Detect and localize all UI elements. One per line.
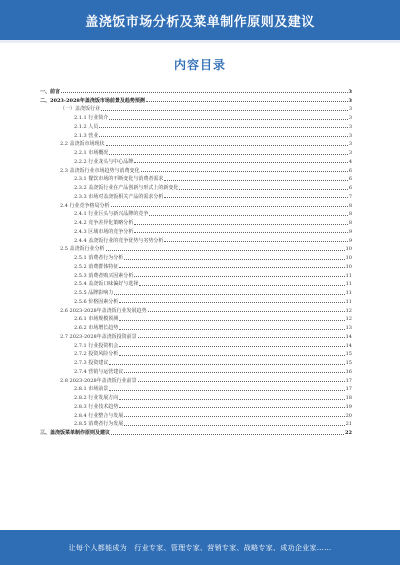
toc-entry-page: 9 xyxy=(348,228,352,235)
toc-entry-label: 二、2023-2028年盖浇饭市场前景及趋势预测 xyxy=(40,97,145,104)
toc-leader-dots xyxy=(119,302,344,303)
toc-leader-dots xyxy=(109,154,348,155)
toc-entry-label: 2.1.1 行业简介 xyxy=(74,115,109,121)
page-header-banner xyxy=(0,0,400,40)
toc-entry-page: 21 xyxy=(345,421,352,428)
toc-entry[interactable] xyxy=(40,331,352,340)
toc-entry-page: 10 xyxy=(345,246,352,253)
toc-entry[interactable] xyxy=(40,252,352,261)
toc-entry-page: 3 xyxy=(348,132,352,139)
toc-leader-dots xyxy=(109,364,344,365)
toc-entry-page: 10 xyxy=(345,263,352,270)
toc-entry-page: 11 xyxy=(345,281,352,288)
toc-leader-dots xyxy=(119,267,344,268)
toc-entry-page: 12 xyxy=(345,316,352,323)
toc-entry[interactable] xyxy=(40,427,352,436)
toc-leader-dots xyxy=(164,180,347,181)
footer-slogan: 让每个人都能成为 行业专家、管理专家、营销专家、战略专家、成功企业家…… xyxy=(68,543,332,552)
toc-entry-label: 2.2.1 市场概况 xyxy=(74,150,109,156)
toc-entry-label: 2.2.2 行业龙头与中心品牌 xyxy=(74,158,134,165)
toc-leader-dots xyxy=(101,110,348,111)
toc-leader-dots xyxy=(119,329,344,330)
toc-entry-label: 2.5.3 消费者购买因素分析 xyxy=(74,272,134,279)
toc-entry-page: 4 xyxy=(348,158,352,165)
toc-entry-page: 17 xyxy=(345,386,352,393)
toc-leader-dots xyxy=(119,407,344,408)
toc-leader-dots xyxy=(61,92,348,93)
toc-entry[interactable] xyxy=(40,375,352,384)
toc-entry[interactable] xyxy=(40,209,352,218)
toc-entry[interactable] xyxy=(40,357,352,366)
toc-entry-label: 2.5.5 品牌影响力 xyxy=(74,290,114,296)
toc-leader-dots xyxy=(99,127,348,128)
toc-leader-dots xyxy=(134,232,347,233)
toc-leader-dots xyxy=(106,145,348,146)
toc-entry-label: 2.5.6 价格因素分析 xyxy=(74,298,119,305)
toc-entry[interactable] xyxy=(40,156,352,165)
toc-entry-label: 2.6.2 市场增长趋势 xyxy=(74,325,119,331)
toc-entry-label: 2.4.3 区域市场的竞争分析 xyxy=(74,228,134,235)
toc-entry[interactable] xyxy=(40,130,352,139)
toc-entry-label: 2.4.4 盖浇饭行业的竞争优势与劣势分析 xyxy=(74,237,164,244)
toc-leader-dots xyxy=(111,206,348,207)
toc-entry-page: 10 xyxy=(345,255,352,261)
toc-entry-page: 11 xyxy=(345,272,352,279)
toc-entry-label: 2.5.4 盖浇饭口味偏好与选择 xyxy=(74,281,139,288)
toc-leader-dots xyxy=(146,101,348,102)
toc-entry[interactable] xyxy=(40,419,352,428)
toc-entry[interactable] xyxy=(40,147,352,156)
toc-leader-dots xyxy=(119,346,344,347)
toc-leader-dots xyxy=(139,285,344,286)
toc-leader-dots xyxy=(148,311,345,312)
toc-entry-label: 2.7.2 投资风险分析 xyxy=(74,351,119,358)
table-of-contents xyxy=(40,86,352,436)
toc-entry-label: 2.7.4 营销与运营建议 xyxy=(74,368,124,375)
toc-entry[interactable] xyxy=(40,200,352,209)
toc-entry-page: 3 xyxy=(348,150,352,156)
toc-entry[interactable] xyxy=(40,349,352,358)
toc-entry[interactable] xyxy=(40,235,352,244)
toc-entry[interactable] xyxy=(40,104,352,113)
toc-entry[interactable] xyxy=(40,191,352,200)
toc-entry-page: 11 xyxy=(345,298,352,305)
toc-entry-page: 9 xyxy=(348,237,352,244)
toc-leader-dots xyxy=(179,189,347,190)
toc-entry[interactable] xyxy=(40,384,352,393)
toc-leader-dots xyxy=(119,320,344,321)
toc-entry[interactable] xyxy=(40,340,352,349)
toc-entry-page: 15 xyxy=(345,360,352,366)
toc-entry-label: 2.3 盖浇饭行业市场趋势与消费变化 xyxy=(60,167,140,174)
toc-entry-page: 11 xyxy=(345,290,352,296)
toc-entry-label: 2.8.1 市场前景 xyxy=(74,386,109,393)
toc-entry[interactable] xyxy=(40,112,352,121)
toc-entry-page: 13 xyxy=(345,325,352,331)
toc-entry[interactable] xyxy=(40,366,352,375)
header-divider xyxy=(0,40,400,43)
toc-entry-label: 2.2 盖浇饭市场现状 xyxy=(60,141,105,148)
toc-entry[interactable] xyxy=(40,305,352,314)
toc-entry-page: 6 xyxy=(348,185,352,191)
toc-entry[interactable] xyxy=(40,95,352,104)
toc-entry-label: 2.8.3 行业技术趋势 xyxy=(74,403,119,410)
toc-entry[interactable] xyxy=(40,244,352,253)
toc-entry-page: 3 xyxy=(348,88,352,95)
toc-entry[interactable] xyxy=(40,139,352,148)
toc-entry-label: 2.4 行业竞争格局分析 xyxy=(60,202,110,209)
page-footer-banner xyxy=(0,530,400,565)
toc-leader-dots xyxy=(134,276,344,277)
toc-leader-dots xyxy=(99,136,348,137)
toc-entry-page: 3 xyxy=(348,123,352,130)
toc-leader-dots xyxy=(124,372,344,373)
toc-entry-page: 15 xyxy=(345,351,352,358)
toc-entry-page: 3 xyxy=(348,115,352,121)
toc-entry-label: 2.1.2 人员 xyxy=(74,123,99,130)
toc-entry-label: 三、盖浇饭菜单制作原则及建议 xyxy=(40,430,111,436)
toc-entry[interactable] xyxy=(40,410,352,419)
toc-entry[interactable] xyxy=(40,121,352,130)
toc-entry[interactable] xyxy=(40,226,352,235)
toc-entry[interactable] xyxy=(40,314,352,323)
toc-entry-label: 2.8.4 行业整合与发展 xyxy=(74,412,124,419)
toc-entry-page: 16 xyxy=(345,368,352,375)
toc-entry-label: 一、前言 xyxy=(40,88,61,95)
toc-entry-page: 17 xyxy=(345,377,352,384)
toc-entry-page: 8 xyxy=(348,211,352,218)
toc-entry[interactable] xyxy=(40,392,352,401)
toc-leader-dots xyxy=(134,224,347,225)
toc-leader-dots xyxy=(109,390,344,391)
toc-entry-label: 2.4.2 竞争差异化策略分析 xyxy=(74,220,134,226)
toc-entry[interactable] xyxy=(40,261,352,270)
toc-entry-label: 2.8.2 行业发展方向 xyxy=(74,395,119,401)
toc-entry-page: 3 xyxy=(348,97,352,104)
toc-leader-dots xyxy=(124,416,344,417)
toc-heading: 内容目录 xyxy=(173,58,226,72)
toc-entry-page: 6 xyxy=(348,167,352,174)
toc-entry-label: 2.3.3 市场对盖浇饭相关产品的需求分析 xyxy=(74,193,164,200)
toc-entry-page: 22 xyxy=(345,430,352,436)
toc-entry-page: 8 xyxy=(348,220,352,226)
toc-entry-label: 2.4.1 行业巨头与新兴品牌的竞争 xyxy=(74,211,149,218)
toc-entry[interactable] xyxy=(40,165,352,174)
toc-entry-label: 2.8.5 消费者行为发展 xyxy=(74,421,124,428)
toc-entry-label: 2.6.1 市场规模预测 xyxy=(74,316,119,323)
toc-leader-dots xyxy=(124,425,344,426)
toc-leader-dots xyxy=(134,162,347,163)
toc-entry-page: 18 xyxy=(345,395,352,401)
toc-leader-dots xyxy=(124,259,344,260)
toc-leader-dots xyxy=(109,119,348,120)
toc-entry[interactable] xyxy=(40,217,352,226)
toc-leader-dots xyxy=(164,197,347,198)
toc-leader-dots xyxy=(141,171,348,172)
toc-entry-label: 2.8 2023-2028年盖浇饭行业前景 xyxy=(60,377,137,384)
toc-entry[interactable] xyxy=(40,86,352,95)
toc-leader-dots xyxy=(111,434,344,435)
toc-entry-label: 2.3.2 盖浇饭行业在产品创新与形式上的新变化 xyxy=(74,185,179,191)
toc-entry[interactable] xyxy=(40,322,352,331)
toc-entry-label: 2.5 盖浇饭行业分析 xyxy=(60,246,105,253)
toc-entry-label: 2.5.1 消费者行为分析 xyxy=(74,255,124,261)
toc-entry-label: 2.7 2023-2028年盖浇饭投资前景 xyxy=(60,333,137,340)
toc-leader-dots xyxy=(119,355,344,356)
toc-entry-label: 2.1.3 营业 xyxy=(74,132,99,139)
toc-leader-dots xyxy=(138,381,345,382)
toc-entry-page: 8 xyxy=(348,202,352,209)
toc-entry-page: 20 xyxy=(345,412,352,419)
toc-entry[interactable] xyxy=(40,401,352,410)
toc-entry-page: 14 xyxy=(345,333,352,340)
toc-entry-label: 2.7.1 行业投资机会 xyxy=(74,342,119,349)
toc-entry[interactable] xyxy=(40,279,352,288)
toc-entry-page: 6 xyxy=(348,176,352,183)
toc-entry[interactable] xyxy=(40,182,352,191)
toc-entry[interactable] xyxy=(40,270,352,279)
document-title: 盖浇饭市场分析及菜单制作原则及建议 xyxy=(85,14,315,30)
toc-entry-page: 14 xyxy=(345,342,352,349)
toc-entry[interactable] xyxy=(40,174,352,183)
toc-leader-dots xyxy=(106,250,345,251)
toc-leader-dots xyxy=(149,215,347,216)
toc-entry-label: 2.6 2023-2028年盖浇饭行业发展趋势 xyxy=(60,307,147,314)
toc-entry[interactable] xyxy=(40,296,352,305)
toc-leader-dots xyxy=(164,241,347,242)
toc-entry-page: 19 xyxy=(345,403,352,410)
toc-leader-dots xyxy=(114,294,344,295)
toc-entry-label: 2.5.2 消费群体特征 xyxy=(74,263,119,270)
toc-leader-dots xyxy=(119,399,344,400)
toc-entry-page: 12 xyxy=(345,307,352,314)
toc-leader-dots xyxy=(138,337,345,338)
toc-entry-label: 2.3.1 餐饮市场的不断变化与消费者需求 xyxy=(74,176,164,183)
toc-entry-page: 7 xyxy=(348,193,352,200)
toc-entry-page: 3 xyxy=(348,141,352,148)
toc-entry-page: 3 xyxy=(348,106,352,113)
toc-entry[interactable] xyxy=(40,287,352,296)
toc-entry-label: （一）盖浇饭行业 xyxy=(60,106,101,113)
toc-entry-label: 2.7.3 投资建议 xyxy=(74,360,109,366)
